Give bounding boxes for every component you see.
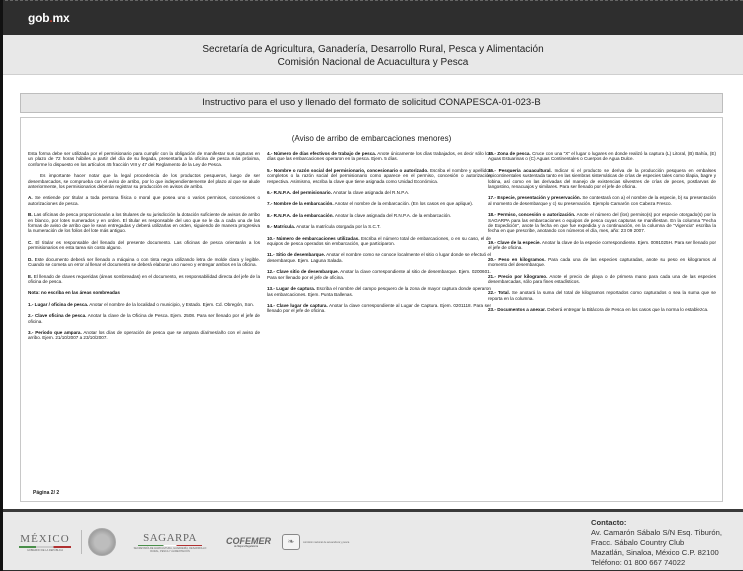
instructions-column-3 (488, 151, 716, 319)
instruction-text: Se contestará con a) el nombre de la especie, b) su presentación al momento de desembarque y c) su preservación. Ejemplo Camarón con Cabeza Fresco. (488, 195, 716, 206)
cofemer-logo-text: COFEMER (226, 536, 271, 546)
flag-stripe-icon (138, 545, 202, 546)
document-title: Instructivo para el uso y llenado del formato de solicitud CONAPESCA-01-023-B (20, 93, 723, 113)
instruction-heading: A. (28, 195, 33, 201)
instruction-paragraph (28, 274, 260, 285)
instruction-paragraph (488, 257, 716, 268)
instruction-heading: 5.- Nombre o razón social del permisionario, concesionario o autorizado. (267, 167, 429, 173)
conapesca-logo[interactable] (282, 534, 349, 550)
instruction-heading: 15.- Zona de pesca. (488, 151, 531, 156)
logo-dot: . (49, 11, 53, 25)
instruction-heading: 13.- Lugar de captura. (267, 286, 316, 292)
instruction-heading: 22.- Total. (488, 290, 510, 296)
instruction-paragraph (267, 151, 491, 162)
instruction-heading: 3.- Periodo que ampara. (28, 329, 82, 335)
agency-header (3, 35, 743, 75)
instruction-paragraph (488, 290, 716, 301)
instruction-text: Anote el precio de playa o de primera mano para cada una de las especies desembarcadas, sólo para fines estadísticos. (488, 273, 717, 284)
instruction-heading: 7.- Nombre de la embarcación. (267, 201, 334, 207)
contact-phone[interactable]: Teléfono: 01 800 667 74022 (591, 558, 686, 567)
instruction-paragraph (267, 236, 491, 247)
page-number: Página 2/ 2 (33, 490, 60, 496)
instruction-heading: Nota: no escriba en las áreas sombreadas (28, 290, 120, 296)
instruction-paragraph (488, 195, 716, 206)
instruction-heading: 1.- Lugar / oficina de pesca. (28, 301, 89, 307)
instruction-heading: 20.- Peso en kilogramos. (488, 256, 546, 262)
instruction-paragraph (28, 151, 260, 167)
instruction-paragraph (28, 257, 260, 268)
instruction-text: Escriba el número total de embarcaciones, o en su caso, el de equipos de pesca operados sin embarcación, que participaron. (267, 235, 491, 247)
instruction-text: Anote únicamente los días trabajados, es decir sólo los días que las embarcaciones operaron en la pesca. Ejem. 5 días. (267, 151, 491, 162)
instruction-text: Anotar los días de operación de pesca que se ampara día/mes/año con el aviso de arribo. Ejem. 21/10/2007 a 23/10/2007. (28, 329, 260, 341)
instruction-text: El llenado de claves requeridas (áreas sombreadas) en el documento, es responsabilidad directa del jefe de la oficina de pesca. (28, 273, 260, 284)
instruction-text: Es importante hacer notar que la legal procedencia de los productos pesqueros, luego de ser desembarcados, se comprueba con el aviso de arribo, por lo que independientemente del plazo al que se alude anteriormente, los permisionarios deberán registrar su producción en avisos de arribo. (28, 173, 260, 190)
instruction-paragraph (28, 240, 260, 251)
instruction-text: Anotar la clave asignada del R.N.P.A. de la embarcación. (333, 212, 452, 218)
window-left-border (0, 0, 3, 571)
mexico-logo[interactable] (15, 533, 75, 552)
instruction-text: Anotar el nombre de la embarcación. (En los casos en que aplique). (333, 201, 474, 207)
gobmx-logo[interactable] (28, 11, 69, 25)
instruction-text: Esta forma debe ser utilizada por el permisionario para cumplir con la obligación de manifestar sus capturas en un plazo de 72 horas hábiles a partir del día de su llegada, presentarla a la oficina de pesca más próxima, conforme lo dispuesto en los artículos 45 fracción VIII y 47 del Reglamento de la Ley de Pesca. (28, 151, 260, 167)
contact-address-line3: Mazatlán, Sinaloa, México C.P. 82100 (591, 548, 719, 557)
cofemer-logo-subtitle: de Mejora Regulatoria (234, 546, 258, 548)
instruction-paragraph (488, 168, 716, 190)
instruction-heading: 8.- R.N.P.A. de la embarcación. (267, 212, 334, 218)
instruction-paragraph (267, 213, 491, 218)
instruction-paragraph (267, 286, 491, 297)
instruction-text: Anotar el nombre de la localidad o municipio, y Estado. Ejem. Cd. Obregón, Son. (88, 301, 254, 307)
instruction-paragraph (28, 313, 260, 324)
instruction-heading: 16.- Pesquería acuacultural. (488, 167, 552, 173)
instruction-heading: 6.- R.N.P.A. del permisionario. (267, 190, 333, 196)
cofemer-logo[interactable] (226, 536, 271, 548)
instructions-column-1 (28, 151, 260, 347)
document-subtitle: (Aviso de arribo de embarcaciones menores) (291, 134, 452, 143)
instruction-text: Anotar la clave correspondiente al Lugar de Captura. Ejem. 0201118. Para ser llenado por el jefe de oficina. (267, 302, 491, 314)
instruction-heading: 17.- Especie, presentación y preservación. (488, 195, 581, 201)
instruction-text: Las oficinas de pesca proporcionarán a los titulares de su jurisdicción la dotación suficiente de avisos de arribo en blanco, por lotes numerados y en orden. El titular es responsable del uso que se le da a cada una de las formas de aviso de arribo que le sean entregadas y deberá utilizarlas en orden, siguiendo de manera progresiva la numeración de los folios del lote más antiguo. (28, 212, 260, 234)
document-page (20, 117, 723, 502)
instruction-heading: 10.- Número de embarcaciones utilizadas. (267, 235, 360, 241)
logo-text-mx: mx (52, 11, 70, 25)
contact-address-line2: Fracc. Sábalo Country Club (591, 538, 685, 547)
mexico-logo-subtitle: GOBIERNO DE LA REPÚBLICA (26, 548, 64, 552)
instruction-heading: B. (28, 212, 33, 218)
flag-stripe-icon (19, 546, 71, 548)
instruction-paragraph (28, 290, 260, 295)
instruction-heading: 11.- Sitio de desembarque. (267, 252, 326, 258)
instruction-heading: 21.- Precio por kilogramo. (488, 273, 548, 279)
mexico-logo-text: MÉXICO (20, 532, 70, 545)
instruction-text: Cruce con una "X" el lugar o lugares en donde realizó la captura (L) Litoral, (B) Bahía, (E) Aguas Estuarinas o (C) Aguas Continentales o Cuerpos de Agua Dulce. (488, 151, 716, 162)
instructions-column-2 (267, 151, 491, 320)
instruction-text: El titular es responsable del llenado del presente documento. Las oficinas de pesca orientarán a los permisionarios en esta tarea sin costo alguno. (28, 239, 260, 251)
instruction-heading: 4.- Número de días efectivos de trabajo de pesca. (267, 151, 377, 156)
instruction-text: Anotar la clave de la Oficina de Pesca. Ejem. 2508. Para ser llenado por el jefe de oficina. (28, 313, 260, 324)
contact-address-line1: Av. Camarón Sábalo S/N Esq. Tiburón, (591, 528, 722, 537)
instruction-paragraph (488, 151, 716, 162)
instruction-paragraph (488, 240, 716, 251)
contact-title: Contacto: (591, 518, 627, 527)
sagarpa-logo-subtitle: SECRETARÍA DE AGRICULTURA, GANADERÍA, DESARROLLO RURAL, PESCA Y ALIMENTACIÓN (133, 546, 207, 553)
instruction-text: Anotar la clave asignada del R.N.P.A. (332, 190, 410, 196)
instruction-heading: 9.- Matrícula. (267, 224, 296, 230)
instruction-text: Se anotará la suma del total de kilogramos reportados como capturados o sea la suma que se reporta en la columna. (488, 290, 716, 301)
agency-comision: Comisión Nacional de Acuacultura y Pesca (277, 57, 469, 68)
instruction-text: Se entiende por titular a toda persona física o moral que posea uno o varios permisos, concesiones o autorizaciones de pesca. (28, 195, 260, 206)
instruction-text: Indicar si el producto se deriva de la producción pesquera en embalses epicontinentales sustentada tanto en las siembras sistemáticas de crías de especies tales como tilapia, bagre y lobina, así como en las derivadas del manejo de existencias silvestres de crías de peces, postlarvas de langostino, renacuajos y similares. Para ser llenado por el jefe de oficina. (488, 167, 716, 190)
instruction-text: Anotar la matrícula otorgada por la S.C.T. (295, 224, 381, 230)
instruction-paragraph (267, 168, 491, 184)
instruction-text: Anote el número del (los) permiso(s) por especie otorgado(s) por la SAGARPA para las embarcaciones o equipos de pesca cuyas capturas se manifiestan. En la columna "Fecha de Expedición", anote la fecha en que fue expedida y a continuación, en la columna de "Vigencia" escriba la fecha en que prescribe, anotando con números el día, mes, año: 23 09 2007. (488, 212, 716, 234)
instruction-heading: 23.- Documentos a anexar. (488, 307, 546, 313)
instruction-text: Escriba el nombre y apellidos completos o la razón social del permisionario como aparece en el permiso, concesión o autorización respectiva. Asimismo, escriba la clave que tiene asignada como Unidad Económica. (267, 167, 492, 184)
instruction-heading: 14.- Clave lugar de captura. (267, 302, 328, 308)
logo-divider (81, 530, 82, 554)
instruction-paragraph (28, 302, 260, 307)
instruction-paragraph (28, 195, 260, 206)
instruction-heading: 18.- Permiso, concesión o autorización. (488, 212, 576, 218)
instruction-heading: C. (28, 239, 33, 245)
instruction-paragraph (28, 173, 260, 189)
conapesca-logo-subtitle: comisión nacional de acuacultura y pesca (303, 540, 350, 544)
agency-secretaria: Secretaría de Agricultura, Ganadería, Desarrollo Rural, Pesca y Alimentación (202, 44, 544, 55)
instruction-heading: 2.- Clave oficina de pesca. (28, 313, 87, 319)
gobmx-top-bar (0, 0, 743, 35)
instruction-heading: 19.- Clave de la especie. (488, 239, 541, 245)
instruction-paragraph (267, 201, 491, 206)
instruction-heading: 12.- Clave sitio de desembarque. (267, 269, 339, 275)
instruction-paragraph (28, 330, 260, 341)
instruction-text: Anotar el nombre como se conoce localmente el sitio o lugar donde se efectuó el desembarque. Ejem. Laguna Salada. (267, 252, 491, 263)
contact-info (591, 518, 722, 568)
logo-text-gob: gob (28, 11, 50, 25)
instruction-text: Anotar la clave de la especie correspondiente. Ejem. 0091025H. Para ser llenado por el jefe de oficina. (488, 239, 717, 251)
instruction-paragraph (267, 190, 491, 195)
instruction-paragraph (488, 212, 716, 234)
instruction-paragraph (488, 307, 716, 312)
instruction-paragraph (267, 224, 491, 229)
site-footer (3, 509, 743, 571)
instruction-paragraph (267, 252, 491, 263)
instruction-text: Deberá entregar la Bitácora de Pesca en los casos que la norma lo establezca. (545, 307, 709, 313)
instruction-text: Anotar la clave correspondiente al sitio de desembarque. Ejem. 0200601. Para ser llenado por el jefe de oficina. (267, 269, 491, 280)
footer-logos (15, 522, 349, 562)
instruction-text: Para cada una de las especies capturadas, anote su peso en kilogramos al momento del desembarque. (488, 256, 717, 268)
instruction-text: Este documento deberá ser llenado a máquina o con tinta negra utilizando letra de molde clara y legible. Cuando se cometa un error al llenar el documento se deberá elaborar uno nuevo y entregar ambos en la oficina. (28, 256, 260, 268)
instruction-paragraph (488, 274, 716, 285)
national-seal-icon (88, 528, 116, 556)
instruction-paragraph (28, 212, 260, 234)
instruction-paragraph (267, 303, 491, 314)
sagarpa-logo-text: SAGARPA (143, 531, 197, 544)
instruction-paragraph (267, 269, 491, 280)
instruction-heading: E. (28, 273, 33, 279)
instruction-text: Escriba el nombre del campo pesquero de la zona de mayor captura donde operaron las embarcaciones. Ejem. Punta Ballenas. (267, 286, 491, 297)
conapesca-fish-icon: ❧ (282, 534, 300, 550)
instruction-heading: D. (28, 256, 33, 262)
sagarpa-logo[interactable] (130, 532, 210, 553)
